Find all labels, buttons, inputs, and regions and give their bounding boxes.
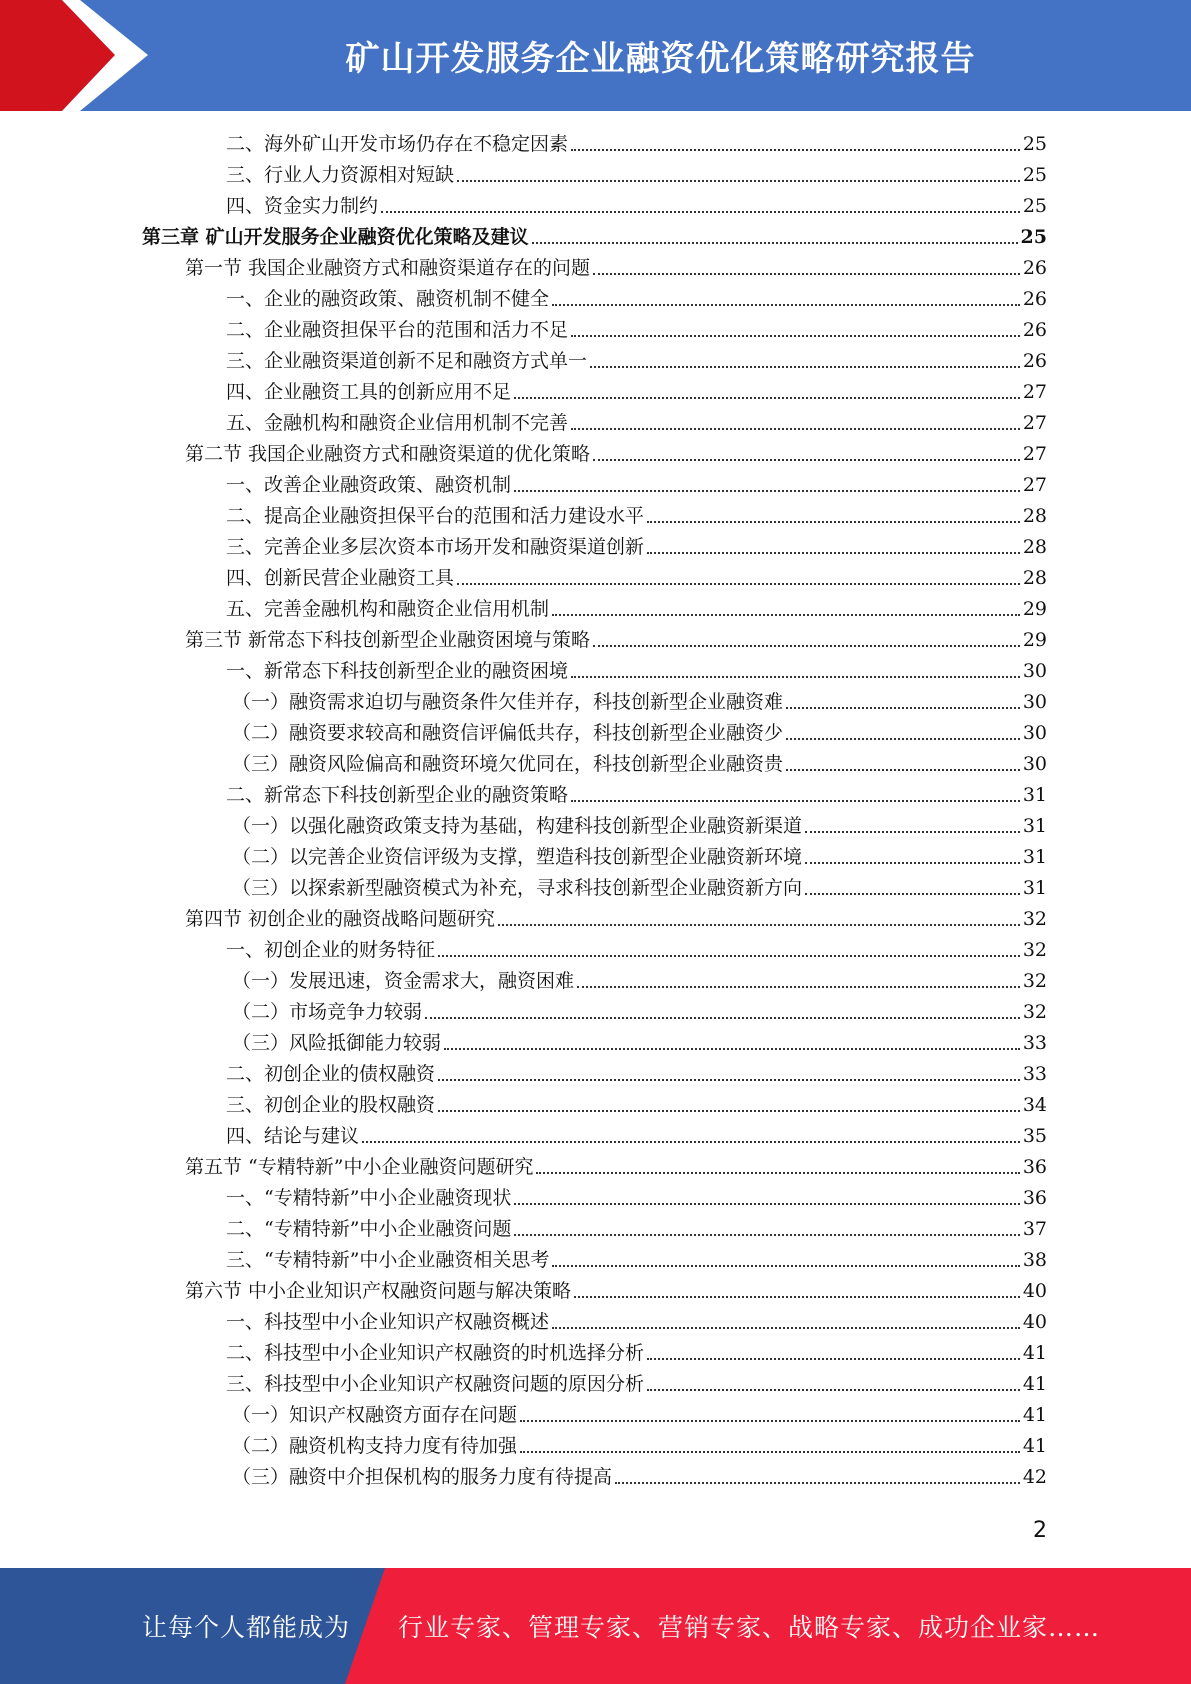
toc-entry-label: 第三章 矿山开发服务企业融资优化策略及建议 xyxy=(142,226,529,248)
toc-dot-leader xyxy=(647,1357,1020,1360)
toc-entry-page: 32 xyxy=(1022,939,1047,961)
toc-entry-page: 27 xyxy=(1022,412,1047,434)
toc-dot-leader xyxy=(425,1016,1020,1019)
toc-entry[interactable] xyxy=(226,158,1047,189)
toc-entry-label: （二）市场竞争力较弱 xyxy=(232,1001,423,1023)
toc-entry-label: （一）融资需求迫切与融资条件欠佳并存，科技创新型企业融资难 xyxy=(232,691,784,713)
page-number: 2 xyxy=(1033,1518,1047,1543)
toc-entry[interactable] xyxy=(226,1336,1047,1367)
toc-entry-label: （一）以强化融资政策支持为基础，构建科技创新型企业融资新渠道 xyxy=(232,815,803,837)
toc-entry-label: （一）知识产权融资方面存在问题 xyxy=(232,1404,518,1426)
toc-entry[interactable] xyxy=(226,561,1047,592)
toc-entry-label: 一、“专精特新”中小企业融资现状 xyxy=(226,1187,512,1209)
toc-entry-label: 五、金融机构和融资企业信用机制不完善 xyxy=(226,412,569,434)
toc-entry[interactable] xyxy=(226,933,1047,964)
toc-dot-leader xyxy=(571,334,1020,337)
toc-entry-page: 32 xyxy=(1022,1001,1047,1023)
toc-entry-label: （三）以探索新型融资模式为补充，寻求科技创新型企业融资新方向 xyxy=(232,877,803,899)
toc-entry[interactable] xyxy=(232,995,1047,1026)
toc-entry[interactable] xyxy=(232,1398,1047,1429)
toc-dot-leader xyxy=(552,613,1020,616)
toc-entry[interactable] xyxy=(232,1460,1047,1491)
toc-entry[interactable] xyxy=(226,1243,1047,1274)
toc-dot-leader xyxy=(457,179,1020,182)
page-header xyxy=(0,0,1191,111)
toc-dot-leader xyxy=(590,365,1020,368)
toc-entry[interactable] xyxy=(226,1057,1047,1088)
toc-entry-label: 第三节 新常态下科技创新型企业融资困境与策略 xyxy=(185,629,591,651)
toc-entry-label: 三、完善企业多层次资本市场开发和融资渠道创新 xyxy=(226,536,645,558)
toc-entry-label: 一、企业的融资政策、融资机制不健全 xyxy=(226,288,550,310)
toc-dot-leader xyxy=(805,830,1020,833)
toc-entry[interactable] xyxy=(232,716,1047,747)
toc-entry-page: 40 xyxy=(1022,1311,1047,1333)
toc-dot-leader xyxy=(444,1047,1020,1050)
toc-dot-leader xyxy=(514,1202,1019,1205)
toc-entry[interactable] xyxy=(232,964,1047,995)
toc-dot-leader xyxy=(438,1078,1020,1081)
toc-entry[interactable] xyxy=(142,220,1047,251)
toc-entry[interactable] xyxy=(226,1212,1047,1243)
page-footer xyxy=(0,1568,1191,1684)
toc-entry-page: 41 xyxy=(1022,1342,1047,1364)
toc-entry-page: 40 xyxy=(1022,1280,1047,1302)
toc-entry-label: 三、初创企业的股权融资 xyxy=(226,1094,436,1116)
toc-entry-page: 30 xyxy=(1022,722,1047,744)
toc-entry-page: 42 xyxy=(1022,1466,1047,1488)
toc-entry-page: 31 xyxy=(1022,784,1047,806)
toc-entry[interactable] xyxy=(226,189,1047,220)
toc-entry-label: 三、企业融资渠道创新不足和融资方式单一 xyxy=(226,350,588,372)
toc-entry-label: （三）融资中介担保机构的服务力度有待提高 xyxy=(232,1466,613,1488)
toc-dot-leader xyxy=(532,241,1018,244)
toc-entry-page: 41 xyxy=(1022,1373,1047,1395)
toc-dot-leader xyxy=(786,737,1020,740)
toc-entry-page: 26 xyxy=(1022,350,1047,372)
toc-entry-label: （二）以完善企业资信评级为支撑，塑造科技创新型企业融资新环境 xyxy=(232,846,803,868)
toc-entry[interactable] xyxy=(185,1150,1047,1181)
toc-entry-label: 二、企业融资担保平台的范围和活力不足 xyxy=(226,319,569,341)
toc-dot-leader xyxy=(536,1171,1019,1174)
toc-entry-page: 27 xyxy=(1022,381,1047,403)
toc-entry-page: 33 xyxy=(1022,1063,1047,1085)
toc-dot-leader xyxy=(552,1264,1019,1267)
toc-dot-leader xyxy=(574,1295,1020,1298)
toc-dot-leader xyxy=(520,1419,1020,1422)
toc-entry-label: 四、创新民营企业融资工具 xyxy=(226,567,455,589)
toc-dot-leader xyxy=(805,892,1020,895)
toc-dot-leader xyxy=(438,954,1020,957)
toc-entry-page: 33 xyxy=(1022,1032,1047,1054)
toc-entry[interactable] xyxy=(226,127,1047,158)
toc-entry[interactable] xyxy=(226,344,1047,375)
toc-dot-leader xyxy=(786,768,1020,771)
toc-entry[interactable] xyxy=(226,1088,1047,1119)
toc-dot-leader xyxy=(647,1388,1020,1391)
toc-entry[interactable] xyxy=(226,778,1047,809)
toc-entry-page: 27 xyxy=(1022,443,1047,465)
toc-entry[interactable] xyxy=(226,406,1047,437)
toc-entry-label: （三）融资风险偏高和融资环境欠优同在，科技创新型企业融资贵 xyxy=(232,753,784,775)
toc-dot-leader xyxy=(514,396,1020,399)
toc-entry-page: 25 xyxy=(1022,195,1047,217)
toc-entry-label: （一）发展迅速，资金需求大，融资困难 xyxy=(232,970,575,992)
toc-entry[interactable] xyxy=(226,592,1047,623)
toc-entry-page: 28 xyxy=(1022,536,1047,558)
toc-dot-leader xyxy=(647,551,1020,554)
toc-entry-page: 25 xyxy=(1022,133,1047,155)
toc-entry[interactable] xyxy=(232,747,1047,778)
toc-entry-page: 38 xyxy=(1022,1249,1047,1271)
toc-dot-leader xyxy=(647,520,1020,523)
toc-dot-leader xyxy=(362,1140,1020,1143)
toc-entry-label: 二、科技型中小企业知识产权融资的时机选择分析 xyxy=(226,1342,645,1364)
toc-dot-leader xyxy=(571,148,1020,151)
toc-entry-page: 27 xyxy=(1022,474,1047,496)
toc-dot-leader xyxy=(786,706,1020,709)
toc-entry-label: 四、企业融资工具的创新应用不足 xyxy=(226,381,512,403)
toc-dot-leader xyxy=(552,303,1020,306)
toc-entry-label: 第六节 中小企业知识产权融资问题与解决策略 xyxy=(185,1280,572,1302)
toc-entry-label: 第一节 我国企业融资方式和融资渠道存在的问题 xyxy=(185,257,591,279)
toc-entry-label: 一、改善企业融资政策、融资机制 xyxy=(226,474,512,496)
toc-entry-label: 第二节 我国企业融资方式和融资渠道的优化策略 xyxy=(185,443,591,465)
toc-entry-label: （二）融资机构支持力度有待加强 xyxy=(232,1435,518,1457)
toc-dot-leader xyxy=(615,1481,1020,1484)
toc-dot-leader xyxy=(381,210,1020,213)
toc-entry-label: （三）风险抵御能力较弱 xyxy=(232,1032,442,1054)
toc-entry-page: 30 xyxy=(1022,753,1047,775)
toc-dot-leader xyxy=(552,1326,1020,1329)
toc-entry-label: （二）融资要求较高和融资信评偏低共存，科技创新型企业融资少 xyxy=(232,722,784,744)
toc-entry-page: 26 xyxy=(1022,319,1047,341)
toc-entry-label: 一、初创企业的财务特征 xyxy=(226,939,436,961)
toc-entry-page: 32 xyxy=(1022,908,1047,930)
toc-entry-page: 28 xyxy=(1022,567,1047,589)
toc-entry[interactable] xyxy=(232,685,1047,716)
toc-entry-page: 36 xyxy=(1022,1156,1047,1178)
toc-entry-label: 三、“专精特新”中小企业融资相关思考 xyxy=(226,1249,550,1271)
toc-entry[interactable] xyxy=(226,1367,1047,1398)
toc-entry-page: 30 xyxy=(1022,691,1047,713)
toc-dot-leader xyxy=(571,675,1020,678)
toc-entry[interactable] xyxy=(232,840,1047,871)
toc-dot-leader xyxy=(805,861,1020,864)
toc-entry-label: 四、结论与建议 xyxy=(226,1125,360,1147)
toc-dot-leader xyxy=(571,799,1020,802)
toc-entry[interactable] xyxy=(226,282,1047,313)
footer-slogan-right: 行业专家、管理专家、营销专家、战略专家、成功企业家…… xyxy=(398,1613,1101,1642)
toc-entry-label: 五、完善金融机构和融资企业信用机制 xyxy=(226,598,550,620)
toc-entry-page: 32 xyxy=(1022,970,1047,992)
toc-entry-page: 28 xyxy=(1022,505,1047,527)
toc-dot-leader xyxy=(577,985,1020,988)
toc-entry[interactable] xyxy=(226,499,1047,530)
footer-slogan-left: 让每个人都能成为 xyxy=(142,1613,351,1642)
toc-entry-label: 二、海外矿山开发市场仍存在不稳定因素 xyxy=(226,133,569,155)
toc-entry-page: 26 xyxy=(1022,257,1047,279)
toc-dot-leader xyxy=(498,923,1020,926)
toc-entry-label: 第四节 初创企业的融资战略问题研究 xyxy=(185,908,496,930)
toc-dot-leader xyxy=(571,427,1020,430)
toc-entry[interactable] xyxy=(185,1274,1047,1305)
toc-entry-page: 31 xyxy=(1022,846,1047,868)
toc-entry-label: 二、新常态下科技创新型企业的融资策略 xyxy=(226,784,569,806)
toc-entry-page: 29 xyxy=(1022,629,1047,651)
toc-entry[interactable] xyxy=(185,437,1047,468)
toc-dot-leader xyxy=(514,489,1020,492)
toc-entry-label: 二、“专精特新”中小企业融资问题 xyxy=(226,1218,512,1240)
toc-entry-label: 二、提高企业融资担保平台的范围和活力建设水平 xyxy=(226,505,645,527)
toc-dot-leader xyxy=(520,1450,1020,1453)
toc-entry-label: 四、资金实力制约 xyxy=(226,195,379,217)
header-arrow-decoration xyxy=(0,0,150,111)
toc-entry[interactable] xyxy=(226,468,1047,499)
toc-entry[interactable] xyxy=(185,623,1047,654)
toc-entry[interactable] xyxy=(185,902,1047,933)
toc-entry[interactable] xyxy=(232,871,1047,902)
toc-entry-label: 一、科技型中小企业知识产权融资概述 xyxy=(226,1311,550,1333)
toc-entry-label: 二、初创企业的债权融资 xyxy=(226,1063,436,1085)
toc-entry-page: 41 xyxy=(1022,1435,1047,1457)
toc-entry-page: 29 xyxy=(1022,598,1047,620)
toc-dot-leader xyxy=(593,644,1020,647)
toc-entry[interactable] xyxy=(226,1119,1047,1150)
toc-entry[interactable] xyxy=(226,1305,1047,1336)
toc-dot-leader xyxy=(438,1109,1020,1112)
toc-entry-page: 25 xyxy=(1022,164,1047,186)
toc-entry[interactable] xyxy=(226,654,1047,685)
toc-entry-page: 36 xyxy=(1022,1187,1047,1209)
toc-entry-label: 三、科技型中小企业知识产权融资问题的原因分析 xyxy=(226,1373,645,1395)
toc-entry[interactable] xyxy=(226,530,1047,561)
toc-entry-label: 第五节 “专精特新”中小企业融资问题研究 xyxy=(185,1156,534,1178)
toc-entry-page: 41 xyxy=(1022,1404,1047,1426)
toc-entry[interactable] xyxy=(226,1181,1047,1212)
toc-entry-page: 31 xyxy=(1022,877,1047,899)
toc-entry-page: 37 xyxy=(1022,1218,1047,1240)
toc-entry-page: 30 xyxy=(1022,660,1047,682)
toc-entry[interactable] xyxy=(226,375,1047,406)
toc-dot-leader xyxy=(593,272,1020,275)
toc-dot-leader xyxy=(593,458,1020,461)
toc-entry-label: 一、新常态下科技创新型企业的融资困境 xyxy=(226,660,569,682)
toc-dot-leader xyxy=(514,1233,1019,1236)
toc-entry-page: 25 xyxy=(1020,226,1047,248)
toc-entry[interactable] xyxy=(226,313,1047,344)
toc-entry[interactable] xyxy=(185,251,1047,282)
page-title: 矿山开发服务企业融资优化策略研究报告 xyxy=(345,39,976,79)
toc-entry-page: 34 xyxy=(1022,1094,1047,1116)
toc-entry[interactable] xyxy=(232,809,1047,840)
toc-entry-label: 三、行业人力资源相对短缺 xyxy=(226,164,455,186)
toc-entry[interactable] xyxy=(232,1026,1047,1057)
toc-entry[interactable] xyxy=(232,1429,1047,1460)
toc-entry-page: 35 xyxy=(1022,1125,1047,1147)
toc-entry-page: 26 xyxy=(1022,288,1047,310)
toc-dot-leader xyxy=(457,582,1020,585)
toc-entry-page: 31 xyxy=(1022,815,1047,837)
